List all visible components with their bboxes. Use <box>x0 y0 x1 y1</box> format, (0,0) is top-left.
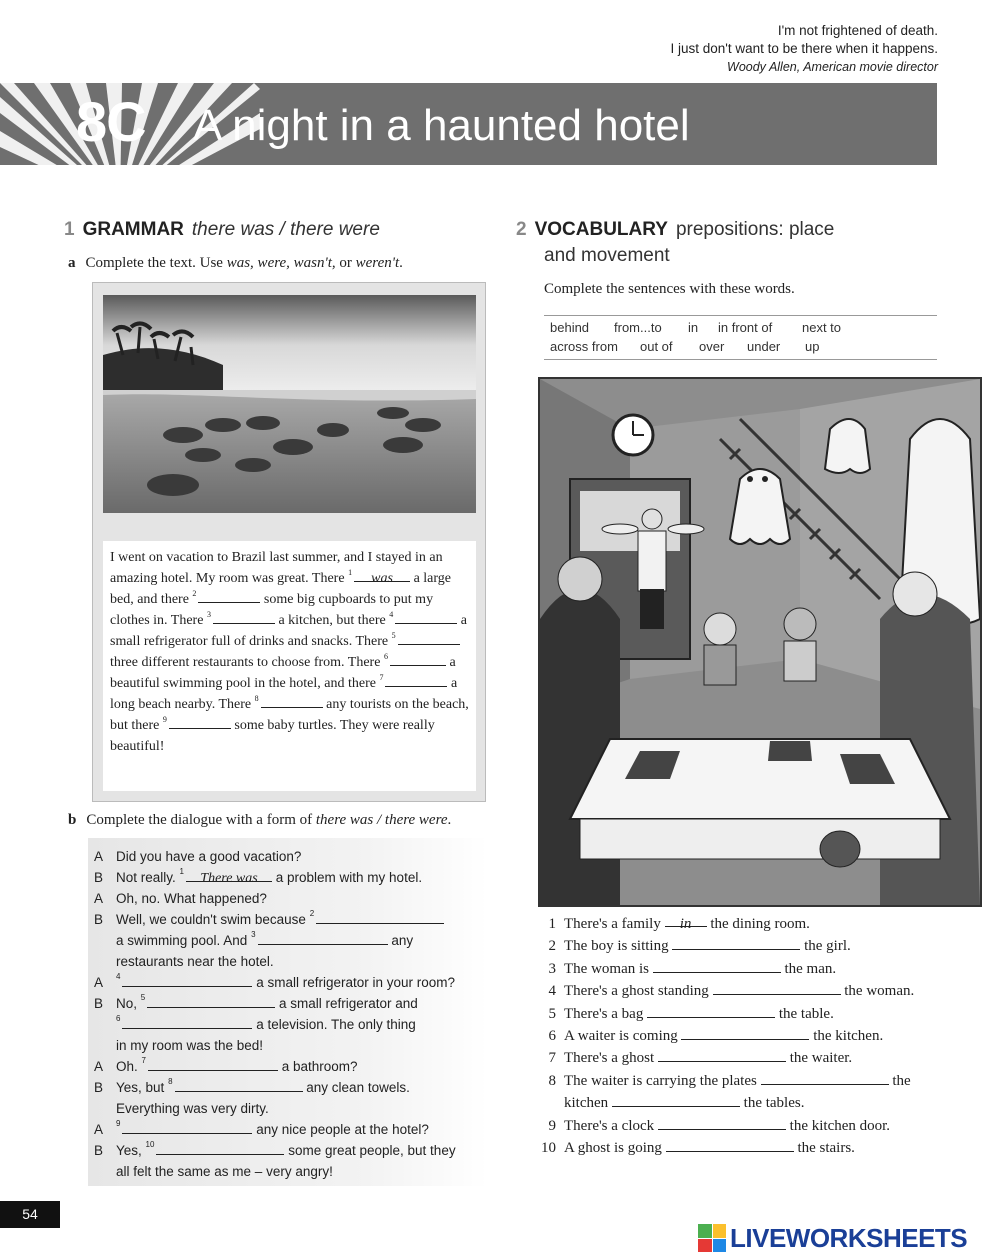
instruction-words: weren't <box>355 255 400 271</box>
dialog-gap-7[interactable] <box>148 1057 278 1071</box>
beach-turtles-photo <box>103 295 476 513</box>
gap-number: 5 <box>391 631 396 640</box>
dialogue-text: Everything was very dirty. <box>116 1101 269 1116</box>
reading-text-part: some baby turtles. They were really beautiful! <box>110 718 435 754</box>
instruction-a <box>68 255 403 272</box>
lesson-banner <box>0 83 937 165</box>
dialog-gap-10[interactable] <box>156 1141 284 1155</box>
gap-5[interactable] <box>398 631 460 645</box>
instruction-text: . <box>399 255 403 271</box>
brand-name: LIVEWORKSHEETS <box>730 1222 968 1253</box>
sentence-text: the stairs. <box>797 1140 855 1157</box>
gap-number: 2 <box>309 909 315 918</box>
vocabulary-heading <box>516 217 834 269</box>
sentence-number: 8 <box>548 1072 556 1089</box>
instruction-words: was, were, wasn't, <box>226 255 336 271</box>
speaker: B <box>94 912 104 927</box>
dialogue-line <box>92 1077 488 1098</box>
speaker: A <box>94 1122 104 1137</box>
sentence-row <box>538 935 958 957</box>
quote-line-2: I just don't want to be there when it happens. <box>670 41 938 56</box>
reading-text-part: any tourists on the beach, but there <box>110 697 469 733</box>
word-item: in front of <box>718 320 773 335</box>
gap-number: 8 <box>168 1077 173 1086</box>
section-keyword: GRAMMAR <box>82 219 184 240</box>
reading-text-part: a beautiful swimming pool in the hotel, and there <box>110 655 456 691</box>
speaker: A <box>94 975 104 990</box>
sentence-9-gap[interactable] <box>658 1116 786 1130</box>
lesson-code: 8C <box>76 90 146 153</box>
dialogue-line <box>92 1161 488 1182</box>
word-item: next to <box>802 320 842 335</box>
dialogue-text: a small refrigerator and <box>279 996 418 1011</box>
dialogue-text: a problem with my hotel. <box>275 870 423 885</box>
speaker: B <box>94 996 104 1011</box>
gap-7[interactable] <box>385 673 447 687</box>
dialogue-text: Yes, but <box>116 1080 165 1095</box>
dialogue-text: a television. The only thing <box>256 1017 416 1032</box>
sentence-number: 4 <box>548 983 556 1000</box>
gap-number: 3 <box>251 930 256 939</box>
word-item: under <box>747 339 781 354</box>
gap-number: 4 <box>389 610 394 619</box>
sentence-1-answer[interactable]: in <box>665 913 707 927</box>
sentence-7-gap[interactable] <box>658 1048 786 1062</box>
speaker: A <box>94 891 104 906</box>
dialog-gap-9[interactable] <box>122 1120 252 1134</box>
gap-number: 7 <box>141 1056 146 1065</box>
dialogue-line <box>92 951 488 972</box>
section-number: 2 <box>516 219 527 240</box>
gap-number: 1 <box>179 867 184 876</box>
instruction-text: Complete the dialogue with a form of <box>86 812 313 828</box>
dialogue-line <box>92 867 488 888</box>
sentence-text: The waiter is carrying the plates <box>564 1072 757 1089</box>
gap-1-answer[interactable]: was <box>354 568 410 582</box>
sentence-number: 5 <box>548 1005 556 1022</box>
gap-number: 1 <box>348 568 353 577</box>
sentence-text: There's a ghost <box>564 1050 655 1067</box>
clock-icon <box>613 415 653 455</box>
vocab-sentences <box>538 913 958 1159</box>
sentence-text: The woman is <box>564 960 649 977</box>
grammar-heading <box>64 217 380 243</box>
reading-text-part: a small refrigerator full of drinks and snacks. There <box>110 613 467 649</box>
exercise-label: b <box>68 812 77 828</box>
dialogue-text: a small refrigerator in your room? <box>256 975 456 990</box>
speaker: B <box>94 870 104 885</box>
lesson-title: A night in a haunted hotel <box>193 101 690 150</box>
speaker: A <box>94 1059 104 1074</box>
page-number: 54 <box>0 1201 60 1228</box>
speaker: B <box>94 1143 104 1158</box>
sentence-text: kitchen <box>564 1095 609 1112</box>
dialogue-text: a swimming pool. And <box>116 933 248 948</box>
sentence-number: 9 <box>548 1117 556 1134</box>
gap-number: 8 <box>254 694 259 703</box>
dialogue-text: Did you have a good vacation? <box>116 849 302 864</box>
dialog-gap-6[interactable] <box>122 1015 252 1029</box>
word-item: behind <box>550 320 590 335</box>
dialogue-line <box>92 846 488 867</box>
instruction-text: Complete the text. Use <box>85 255 223 271</box>
instruction-b <box>68 812 451 829</box>
dialogue-line <box>92 1140 488 1161</box>
speaker: A <box>94 849 104 864</box>
reading-frame <box>92 282 486 802</box>
liveworksheets-logo <box>698 1221 967 1255</box>
gap-number: 7 <box>379 673 384 682</box>
reading-text-part: I went on vacation to Brazil last summer, and I stayed in an amazing hotel. My room was great. There <box>110 550 443 586</box>
word-item: over <box>699 339 725 354</box>
sentence-row <box>538 958 958 980</box>
sentence-text: A ghost is going <box>564 1140 662 1157</box>
sentence-text: the waiter. <box>789 1050 853 1067</box>
sentence-text: the woman. <box>844 983 915 1000</box>
sentence-text: the table. <box>778 1005 834 1022</box>
dialogue-text: Oh. <box>116 1059 138 1074</box>
dialogue-line <box>92 1056 488 1077</box>
sentence-text: The boy is sitting <box>564 938 669 955</box>
sentence-row <box>538 1025 958 1047</box>
gap-number: 2 <box>192 589 197 598</box>
sentence-number: 6 <box>548 1028 556 1045</box>
exercise-label: a <box>68 255 76 271</box>
dialogue-text: any <box>391 933 414 948</box>
dialogue-text: Not really. <box>116 870 176 885</box>
gap-number: 10 <box>145 1140 155 1149</box>
sentence-3-gap[interactable] <box>653 959 781 973</box>
dialog-gap-4[interactable] <box>122 973 252 987</box>
gap-number: 6 <box>383 652 388 661</box>
dialogue-line <box>92 888 488 909</box>
dialogue-text: all felt the same as me – very angry! <box>116 1164 333 1179</box>
sentence-10-gap[interactable] <box>666 1138 794 1152</box>
sentence-text: the kitchen. <box>813 1028 884 1045</box>
reading-text-part: a kitchen, but there <box>278 613 386 628</box>
dialogue-line <box>92 993 488 1014</box>
haunted-dining-room-illustration <box>538 377 982 907</box>
word-item: across from <box>550 339 618 354</box>
quote-line-1: I'm not frightened of death. <box>777 23 938 38</box>
gap-number: 5 <box>140 993 146 1002</box>
gap-4[interactable] <box>395 610 457 624</box>
gap-number: 6 <box>116 1014 121 1023</box>
sentence-6-gap[interactable] <box>681 1026 809 1040</box>
sentence-text: the <box>892 1072 911 1089</box>
dialog-gap-8[interactable] <box>175 1078 303 1092</box>
sentence-2-gap[interactable] <box>672 936 800 950</box>
dialogue-text: No, <box>116 996 138 1011</box>
dialog-gap-2[interactable] <box>316 910 444 924</box>
dialog-gap-3[interactable] <box>258 931 388 945</box>
dialogue-text: Yes, <box>116 1143 142 1158</box>
sentence-5-gap[interactable] <box>647 1004 775 1018</box>
instruction-vocab: Complete the sentences with these words. <box>544 281 795 297</box>
dialog-gap-1-answer[interactable]: There was <box>186 868 272 882</box>
section-keyword: VOCABULARY <box>534 219 668 240</box>
word-item: from...to <box>614 320 662 335</box>
sentence-row <box>538 980 958 1002</box>
sentence-number: 3 <box>548 960 556 977</box>
section-number: 1 <box>64 219 75 240</box>
dialogue-text: any clean towels. <box>306 1080 410 1095</box>
sentence-text: the dining room. <box>710 916 810 932</box>
word-item: out of <box>640 339 673 354</box>
sentence-8-gap-b[interactable] <box>612 1093 740 1107</box>
gap-2[interactable] <box>198 589 260 603</box>
sentence-row <box>538 1070 958 1115</box>
sentence-text: There's a ghost standing <box>564 983 709 1000</box>
dialogue-text: some great people, but they <box>288 1143 456 1158</box>
sentence-row <box>538 1047 958 1069</box>
bag-icon <box>820 831 860 867</box>
sentence-text: the tables. <box>743 1095 805 1112</box>
sentence-number: 1 <box>548 916 556 932</box>
gap-number: 3 <box>206 610 211 619</box>
dialogue-box <box>88 838 488 1186</box>
dialogue-line <box>92 1014 488 1035</box>
sentence-text: the kitchen door. <box>789 1117 891 1134</box>
dialogue-text: a bathroom? <box>281 1059 358 1074</box>
dialogue-text: Well, we couldn't swim because <box>116 912 306 927</box>
sentence-row <box>538 1115 958 1137</box>
dialogue-line <box>92 909 488 930</box>
speaker: B <box>94 1080 104 1095</box>
sentence-text: There's a clock <box>564 1117 655 1134</box>
gap-8[interactable] <box>261 694 323 708</box>
section-subtitle: prepositions: place <box>675 219 835 240</box>
instruction-text: or <box>339 255 352 271</box>
reading-text-part: some big cupboards to put my clothes in. There <box>110 592 434 628</box>
gap-3[interactable] <box>213 610 275 624</box>
quote-author: Woody Allen, American movie director <box>727 60 938 74</box>
dialogue-text: in my room was the bed! <box>116 1038 264 1053</box>
reading-text <box>103 541 476 791</box>
dialogue-text: Oh, no. What happened? <box>116 891 267 906</box>
sentence-text: the man. <box>784 960 837 977</box>
dialog-gap-5[interactable] <box>147 994 275 1008</box>
gap-6[interactable] <box>390 652 446 666</box>
sentence-row <box>538 1003 958 1025</box>
word-item: up <box>805 339 820 354</box>
gap-9[interactable] <box>169 715 231 729</box>
sentence-8-gap-a[interactable] <box>761 1071 889 1085</box>
reading-text-part: a large bed, and there <box>110 571 452 607</box>
dialogue-line <box>92 930 488 951</box>
gap-number: 9 <box>162 715 167 724</box>
word-box <box>544 315 937 360</box>
section-subtitle-2: and movement <box>544 245 670 266</box>
word-item: in <box>688 320 699 335</box>
sentence-row <box>538 1137 958 1159</box>
gap-number: 4 <box>116 972 121 981</box>
dialogue-line <box>92 1119 488 1140</box>
dialogue-text: restaurants near the hotel. <box>116 954 274 969</box>
sentence-number: 2 <box>548 938 556 955</box>
sentence-4-gap[interactable] <box>713 981 841 995</box>
sentence-text: There's a family <box>564 916 661 932</box>
dialogue-line <box>92 972 488 993</box>
reading-text-part: three different restaurants to choose from. There <box>110 655 381 670</box>
dialogue-line <box>92 1098 488 1119</box>
quote <box>670 22 938 76</box>
sentence-number: 10 <box>541 1140 556 1157</box>
dialogue-text: any nice people at the hotel? <box>256 1122 429 1137</box>
instruction-text: . <box>447 812 452 828</box>
sentence-text: There's a bag <box>564 1005 644 1022</box>
sentence-number: 7 <box>548 1050 556 1067</box>
section-subtitle: there was / there were <box>191 219 380 240</box>
gap-number: 9 <box>116 1119 121 1128</box>
dialogue-line <box>92 1035 488 1056</box>
brand-logo-icon <box>698 1224 726 1252</box>
reading-text-part: a long beach nearby. There <box>110 676 458 712</box>
sentence-text: A waiter is coming <box>564 1028 678 1045</box>
sentence-text: the girl. <box>804 938 851 955</box>
instruction-words: there was / there were <box>315 812 448 828</box>
sentence-row <box>538 913 958 935</box>
